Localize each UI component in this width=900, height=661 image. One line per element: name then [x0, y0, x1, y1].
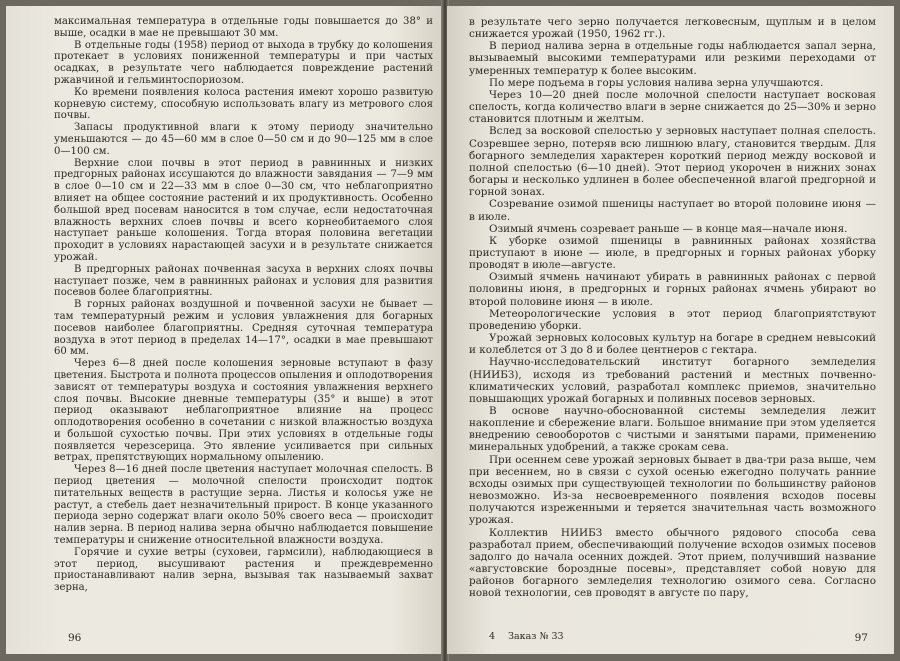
signature-order-number: Заказ № 33 [508, 631, 564, 642]
printer-signature [489, 631, 574, 642]
paragraph: Метеорологические условия в этот период благоприятствуют проведению уборки. [469, 307, 876, 332]
paragraph: К уборке озимой пшеницы в равнинных районах хозяйства приступают в июне — июле, в предгорных и горных районах уборку проводят в июле—августе. [469, 234, 876, 272]
paragraph: Ко времени появления колоса растения имеют хорошо развитую корневую систему, способную использовать влагу из метрового слоя почвы. [54, 86, 433, 122]
paragraph: Научно-исследовательский институт богарного земледелия (НИИБЗ), исходя из требований растений и местных почвенно-климатических условий, разработал комплекс приемов, значительно повышающих урожай богарных и поливных посевов зерновых. [469, 356, 876, 405]
paragraph: Горячие и сухие ветры (суховеи, гармсили), наблюдающиеся в этот период, высушивают растения и преждевременно приостанавливают налив зерна, вызывая так называемый захват зерна, [54, 546, 433, 594]
paragraph: Через 8—16 дней после цветения наступает молочная спелость. В период цветения — молочной спелости происходит подток питательных веществ в растущие зерна. Листья и колосья уже не растут, а стебель дает незначительный прирост. В конце указанного периода зерно содержат влаги около 50% своего веса — происходит налив зерна. В период налива зерна обычно наблюдается повышение температуры и снижение относительной влажности воздуха. [54, 464, 433, 547]
left-page-text [54, 16, 433, 594]
page-number-left: 96 [68, 632, 82, 644]
paragraph: Запасы продуктивной влаги к этому периоду значительно уменьшаются — до 45—60 мм в слое 0—50 см и до 90—125 мм в слое 0—100 см. [54, 122, 433, 157]
paragraph: Созревание озимой пшеницы наступает во второй половине июня — в июле. [469, 198, 876, 223]
paragraph: Коллектив НИИБЗ вместо обычного рядового способа сева разработал прием, обеспечивающий получение всходов озимых посевов задолго до начала осенних дождей. Этот прием, получивший название «августовские бороздные посевы», представляет собой новую для районов богарного земледелия технологию озимого сева. Согласно новой технологии, сев проводят в августе по пару, [469, 526, 876, 600]
paragraph: максимальная температура в отдельные годы повышается до 38° и выше, осадки в мае не превышают 30 мм. [54, 16, 433, 39]
right-page [447, 6, 894, 654]
paragraph: По мере подъема в горы условия налива зерна улучшаются. [489, 76, 824, 89]
paragraph: В отдельные годы (1958) период от выхода в трубку до колошения протекает в условиях пониженной температуры и при частых осадках, в результате чего наблюдается повреждение растений ржавчиной и гельминтоспориозом. [54, 39, 433, 86]
paragraph: Озимый ячмень начинают убирать в равнинных районах с первой половины июня, в предгорных и горных районах ячмень убирают во второй половине июня — в июле. [469, 271, 876, 308]
paragraph: Озимый ячмень созревает раньше — в конце мая—начале июня. [489, 222, 848, 235]
paragraph: В предгорных районах почвенная засуха в верхних слоях почвы наступает позже, чем в равнинных районах и условия для развития посевов более благоприятны. [54, 263, 433, 299]
left-page [6, 6, 443, 654]
right-page-text [469, 16, 876, 600]
signature-sheet-number: 4 [489, 631, 496, 642]
paragraph: Вслед за восковой спелостью у зерновых наступает полная спелость. Созревшее зерно, потеряв всю лишнюю влагу, становится твердым. Для богарного земледелия характерен короткий период между восковой и полной спелостью (6—10 дней). Этот период укорочен в нижних зонах богары и несколько удлинен в более обеспеченной влагой предгорной и горной зонах. [469, 125, 876, 199]
paragraph: Через 10—20 дней после молочной спелости наступает восковая спелость, когда количество влаги в зерне снижается до 25—30% и зерно становится плотным и желтым. [469, 88, 876, 126]
paragraph: Урожай зерновых колосовых культур на богаре в среднем невысокий и колеблется от 3 до 8 и более центнеров с гектара. [469, 332, 876, 357]
page-number-right: 97 [854, 632, 868, 644]
paragraph: Верхние слои почвы в этот период в равнинных и низких предгорных районах иссушаются до влажности завядания — 7—9 мм в слое 0—10 см и 22—33 мм в слое 0—30 см, что неблагоприятно влияет на общее состояние растений и их продуктивность. Особенно большой вред посевам наносится в том случае, если недостаточная влажность верхних слоев почвы и всего корнеобитаемого слоя наступает раньше колошения. Тогда вторая половина вегетации проходит в условиях нарастающей засухи и в результате снижается урожай. [54, 157, 433, 263]
paragraph: При осеннем севе урожай зерновых бывает в два-три раза выше, чем при весеннем, но в связи с сухой осенью ежегодно получать ранние всходы озимых при существующей технологии по большинству районов невозможно. Из-за несвоевременного появления всходов посевы получаются изреженными и теряется значительная часть возможного урожая. [469, 453, 876, 527]
paragraph: в результате чего зерно получается легковесным, щуплым и в целом снижается урожай (1950, 1962 гг.). [469, 16, 876, 41]
paragraph: В горных районах воздушной и почвенной засухи не бывает — там температурный режим и условия увлажнения для богарных посевов наиболее благоприятны. Средняя суточная температура воздуха в этот период в пределах 14—17°, осадки в мае превышают 60 мм. [54, 299, 433, 358]
paragraph: В основе научно-обоснованной системы земледелия лежит накопление и сбережение влаги. Большое внимание при этом уделяется внедрению севооборотов с чистыми и занятыми парами, применению минеральных удобрений, а также срокам сева. [469, 405, 876, 454]
paragraph: Через 6—8 дней после колошения зерновые вступают в фазу цветения. Быстрота и полнота процессов опыления и оплодотворения зависят от температуры воздуха и состояния увлажнения верхнего слоя почвы. Высокие дневные температуры (35° и выше) в этот период оказывают неблагоприятное влияние на процесс оплодотворения особенно в сочетании с низкой влажностью воздуха и большой сухостью почвы. При этих условиях в отдельные годы появляется черезсерица. Это явление усиливается при сильных ветрах, препятствующих нормальному опылению. [54, 358, 433, 464]
paragraph: В период налива зерна в отдельные годы наблюдается запал зерна, вызываемый высокими температурами или резкими переходами от умеренных температур к более высоким. [469, 40, 876, 77]
